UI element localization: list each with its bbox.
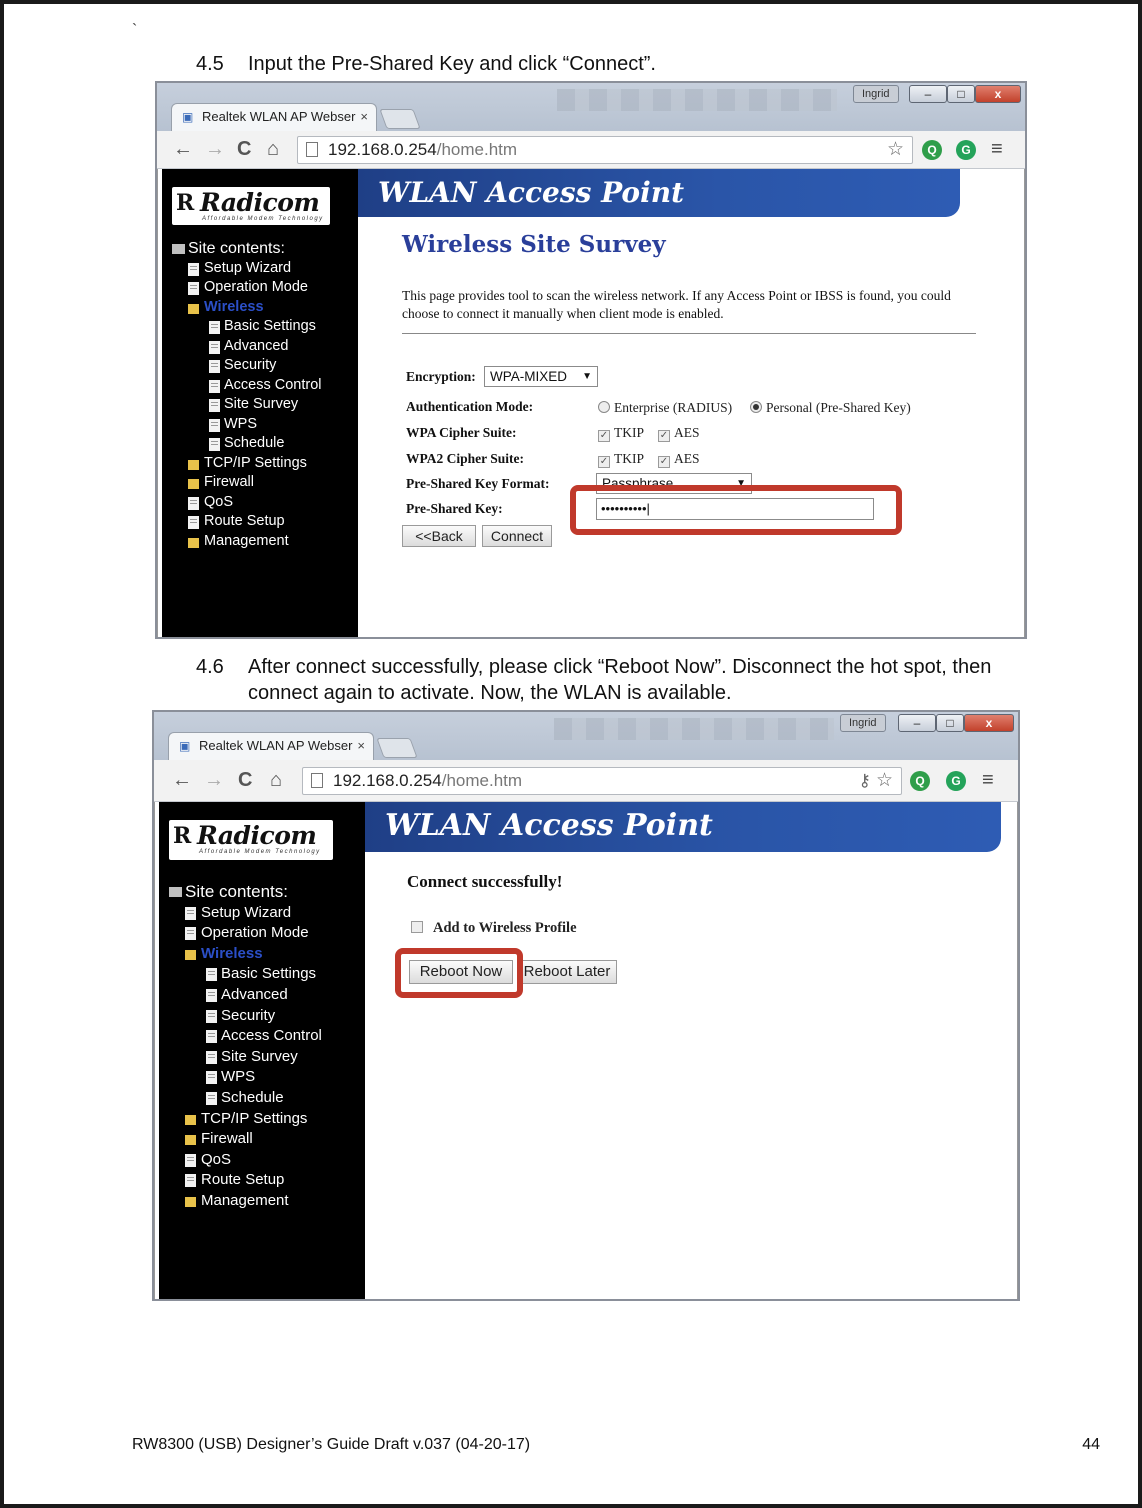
forward-arrow-icon[interactable]: → [205,138,225,160]
sitemap-icon [169,887,182,897]
logo-mark: R [173,823,192,849]
step-number: 4.6 [196,656,224,678]
address-bar[interactable] [297,136,913,164]
radio-selected-icon [750,401,762,413]
maximize-button[interactable]: □ [947,85,975,103]
page-icon [209,399,220,412]
connect-button[interactable]: Connect [482,525,552,547]
wpa2-cipher-label: WPA2 Cipher Suite: [406,451,524,466]
logo-name: Radicom [200,188,320,217]
url-host: 192.168.0.254 [328,140,437,159]
back-arrow-icon[interactable]: ← [172,769,192,791]
realtek-favicon-icon: ▣ [179,739,191,753]
maximize-button[interactable]: □ [936,714,964,732]
sidebar-item-operation-mode[interactable]: Operation Mode [172,278,322,298]
minimize-button[interactable]: – [909,85,947,103]
browser-tab[interactable] [168,732,374,760]
sidebar-item-security[interactable]: Security [172,356,322,376]
sidebar-item-advanced[interactable]: Advanced [172,337,322,357]
folder-icon [185,1135,196,1145]
main-content [358,169,1024,637]
sidebar-item-tcpip-settings[interactable]: TCP/IP Settings [172,454,322,474]
folder-icon [188,538,199,548]
sidebar-item-setup-wizard[interactable]: Setup Wizard [172,259,322,279]
sidebar-item-schedule[interactable]: Schedule [172,434,322,454]
page-title: Wireless Site Survey [402,231,666,258]
encryption-label: Encryption: [406,369,476,384]
page-viewport [157,169,1025,637]
document-footer: RW8300 (USB) Designer’s Guide Draft v.037 (04-20-17) [132,1436,531,1453]
highlight-reboot-now [395,948,523,998]
checkbox-checked-icon: ✓ [599,456,609,467]
tree-root: Site contents: [172,239,322,259]
psk-input[interactable]: ••••••••••| [596,498,874,520]
page-icon [188,282,199,295]
forward-arrow-icon[interactable]: → [204,769,224,791]
sidebar-item-qos[interactable]: QoS [172,493,322,513]
encryption-select[interactable]: WPA-MIXED ▼ [484,366,598,387]
page-icon [311,773,323,788]
step-number: 4.5 [196,53,224,75]
dropdown-arrow-icon: ▼ [736,478,746,489]
logo-tagline: Affordable Modem Technology [202,216,324,222]
page-icon [209,380,220,393]
extension-icon[interactable]: Q [922,140,942,160]
wpa-cipher-label: WPA Cipher Suite: [406,425,517,440]
sidebar-item-advanced[interactable]: Advanced [169,985,322,1006]
browser-screenshot-site-survey [155,81,1027,639]
sidebar-item-wireless[interactable]: Wireless [169,944,322,965]
divider [402,333,976,334]
logo-name: Radicom [197,821,317,850]
page-icon [206,1010,217,1023]
psk-label: Pre-Shared Key: [406,501,503,516]
page-icon [188,497,199,510]
menu-icon[interactable]: ≡ [991,138,1003,160]
sidebar-item-wireless[interactable]: Wireless [172,298,322,318]
sidebar-item-schedule[interactable]: Schedule [169,1088,322,1109]
new-tab-button[interactable] [376,738,417,758]
wlan-banner: WLAN Access Point [358,169,960,217]
reboot-now-button[interactable]: Reboot Now [409,960,513,984]
page-icon [209,321,220,334]
wlan-banner: WLAN Access Point [365,802,1001,852]
radio-icon [598,401,610,413]
sidebar-item-setup-wizard[interactable]: Setup Wizard [169,903,322,924]
sidebar-item-wps[interactable]: WPS [169,1067,322,1088]
sidebar-item-operation-mode[interactable]: Operation Mode [169,923,322,944]
wpa-tkip-checkbox[interactable]: ✓ TKIP [599,425,644,441]
close-window-button[interactable]: x [975,85,1021,103]
dropdown-arrow-icon: ▼ [582,371,592,382]
sitemap-icon [172,244,185,254]
url-path: /home.htm [441,771,523,790]
sidebar-item-route-setup[interactable]: Route Setup [169,1170,322,1191]
sidebar-item-route-setup[interactable]: Route Setup [172,512,322,532]
close-tab-icon[interactable]: × [360,109,368,124]
open-folder-icon [188,304,199,314]
sidebar [162,169,358,637]
logo-mark: R [176,190,195,216]
site-contents-tree [169,882,322,1212]
auth-personal-radio[interactable]: Personal (Pre-Shared Key) [750,400,911,416]
folder-icon [188,460,199,470]
bookmark-star-icon[interactable]: ☆ [886,139,904,160]
open-folder-icon [185,950,196,960]
page-description: This page provides tool to scan the wireless network. If any Access Point or IBSS is found, you could choose to connect it manually when client mode is enabled. [402,288,951,321]
grammarly-icon[interactable]: G [946,771,966,791]
sidebar-item-management[interactable]: Management [172,532,322,552]
browser-toolbar [154,760,1018,802]
page-viewport [154,802,1018,1299]
grammarly-icon[interactable]: G [956,140,976,160]
sidebar-item-basic-settings[interactable]: Basic Settings [169,964,322,985]
reload-icon[interactable]: C [237,138,252,160]
page-icon [206,1092,217,1105]
page-icon [185,927,196,940]
wpa-aes-checkbox[interactable]: ✓ AES [659,425,700,441]
main-content [365,802,1017,1299]
reload-icon[interactable]: C [238,769,253,791]
psk-format-label: Pre-Shared Key Format: [406,476,550,491]
browser-toolbar [157,131,1025,169]
sidebar-item-tcpip-settings[interactable]: TCP/IP Settings [169,1109,322,1130]
highlight-psk [570,485,902,535]
wpa2-tkip-checkbox[interactable]: ✓ TKIP [599,451,644,467]
page-icon [206,1071,217,1084]
user-badge[interactable]: Ingrid [840,714,886,732]
user-badge[interactable]: Ingrid [853,85,899,103]
auth-enterprise-radio[interactable]: Enterprise (RADIUS) [598,400,732,416]
page-icon [209,341,220,354]
checkbox-icon [411,921,423,933]
auth-mode-label: Authentication Mode: [406,399,534,414]
stray-mark: ` [132,22,138,39]
title-bar [154,712,1018,760]
sidebar-item-site-survey[interactable]: Site Survey [172,395,322,415]
back-button[interactable]: <<Back [402,525,476,547]
new-tab-button[interactable] [379,109,420,129]
radicom-logo [169,820,333,860]
success-message: Connect successfully! [407,872,563,891]
page-icon [185,1154,196,1167]
page-icon [185,907,196,920]
folder-icon [185,1197,196,1207]
folder-icon [188,479,199,489]
page-icon [185,1174,196,1187]
minimize-button[interactable]: – [898,714,936,732]
browser-screenshot-connect-success [152,710,1020,1301]
title-bar [157,83,1025,131]
menu-icon[interactable]: ≡ [982,769,994,791]
close-window-button[interactable]: x [964,714,1014,732]
page-icon [206,989,217,1002]
extension-icon[interactable]: Q [910,771,930,791]
checkbox-checked-icon: ✓ [659,456,669,467]
back-arrow-icon[interactable]: ← [173,138,193,160]
page-icon [188,263,199,276]
page-number: 44 [1082,1436,1100,1453]
sidebar-item-management[interactable]: Management [169,1191,322,1212]
page-icon [188,516,199,529]
key-icon[interactable]: ⚷ [858,771,871,790]
step-text: Input the Pre-Shared Key and click “Connect”. [248,53,656,75]
url-path: /home.htm [436,140,518,159]
sidebar [159,802,365,1299]
sidebar-item-site-survey[interactable]: Site Survey [169,1047,322,1068]
tab-title: Realtek WLAN AP Webser [202,109,356,124]
home-icon[interactable]: ⌂ [267,138,280,160]
close-tab-icon[interactable]: × [357,738,365,753]
bookmark-star-icon[interactable]: ☆ [875,770,893,791]
psk-format-select[interactable]: Passphrase ▼ [596,473,752,494]
address-bar[interactable] [302,767,902,795]
sidebar-item-qos[interactable]: QoS [169,1150,322,1171]
site-contents-tree [172,239,322,551]
logo-tagline: Affordable Modem Technology [199,849,321,855]
page-icon [206,1051,217,1064]
folder-icon [185,1115,196,1125]
checkbox-checked-icon: ✓ [599,430,609,441]
tab-title: Realtek WLAN AP Webser [199,738,353,753]
sidebar-item-wps[interactable]: WPS [172,415,322,435]
checkbox-checked-icon: ✓ [659,430,669,441]
page-icon [306,142,318,157]
sidebar-item-firewall[interactable]: Firewall [169,1129,322,1150]
radicom-logo [172,187,330,225]
page-icon [206,968,217,981]
realtek-favicon-icon: ▣ [182,110,194,124]
browser-tab[interactable] [171,103,377,131]
sidebar-item-basic-settings[interactable]: Basic Settings [172,317,322,337]
tree-root: Site contents: [169,882,322,903]
step-text: After connect successfully, please click “Reboot Now”. Disconnect the hot spot, then connect again to activate. Now, the WLAN is available. [248,656,992,704]
page-icon [209,419,220,432]
reboot-later-button[interactable]: Reboot Later [517,960,617,984]
sidebar-item-access-control[interactable]: Access Control [169,1026,322,1047]
url-host: 192.168.0.254 [333,771,442,790]
add-profile-checkbox[interactable]: Add to Wireless Profile [411,920,577,937]
sidebar-item-firewall[interactable]: Firewall [172,473,322,493]
page-icon [206,1030,217,1043]
page-icon [209,360,220,373]
home-icon[interactable]: ⌂ [270,769,283,791]
sidebar-item-access-control[interactable]: Access Control [172,376,322,396]
wpa2-aes-checkbox[interactable]: ✓ AES [659,451,700,467]
page-icon [209,438,220,451]
sidebar-item-security[interactable]: Security [169,1006,322,1027]
